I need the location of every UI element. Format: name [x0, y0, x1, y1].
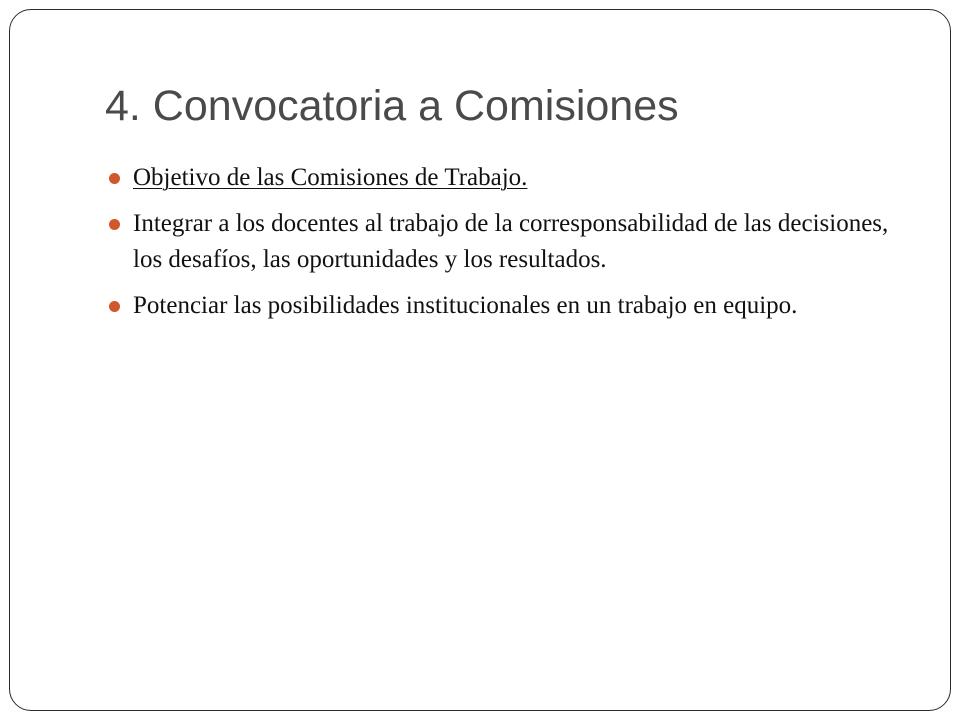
bullet-dot-icon: [109, 219, 120, 230]
bullet-item-objetivo: [108, 160, 898, 196]
bullet-item-integrar: [108, 206, 898, 278]
bullet-dot-icon: [109, 301, 120, 312]
bullet-item-potenciar: [108, 288, 898, 324]
bullet-text: Integrar a los docentes al trabajo de la corresponsabilidad de las decisiones, los desafíos, las oportunidades y los resultados.: [133, 210, 889, 273]
bullet-list: [108, 160, 898, 334]
slide-title: 4. Convocatoria a Comisiones: [105, 82, 679, 130]
bullet-text: Potenciar las posibilidades institucionales en un trabajo en equipo.: [133, 292, 798, 319]
bullet-text: Objetivo de las Comisiones de Trabajo.: [133, 164, 528, 191]
bullet-dot-icon: [109, 173, 120, 184]
